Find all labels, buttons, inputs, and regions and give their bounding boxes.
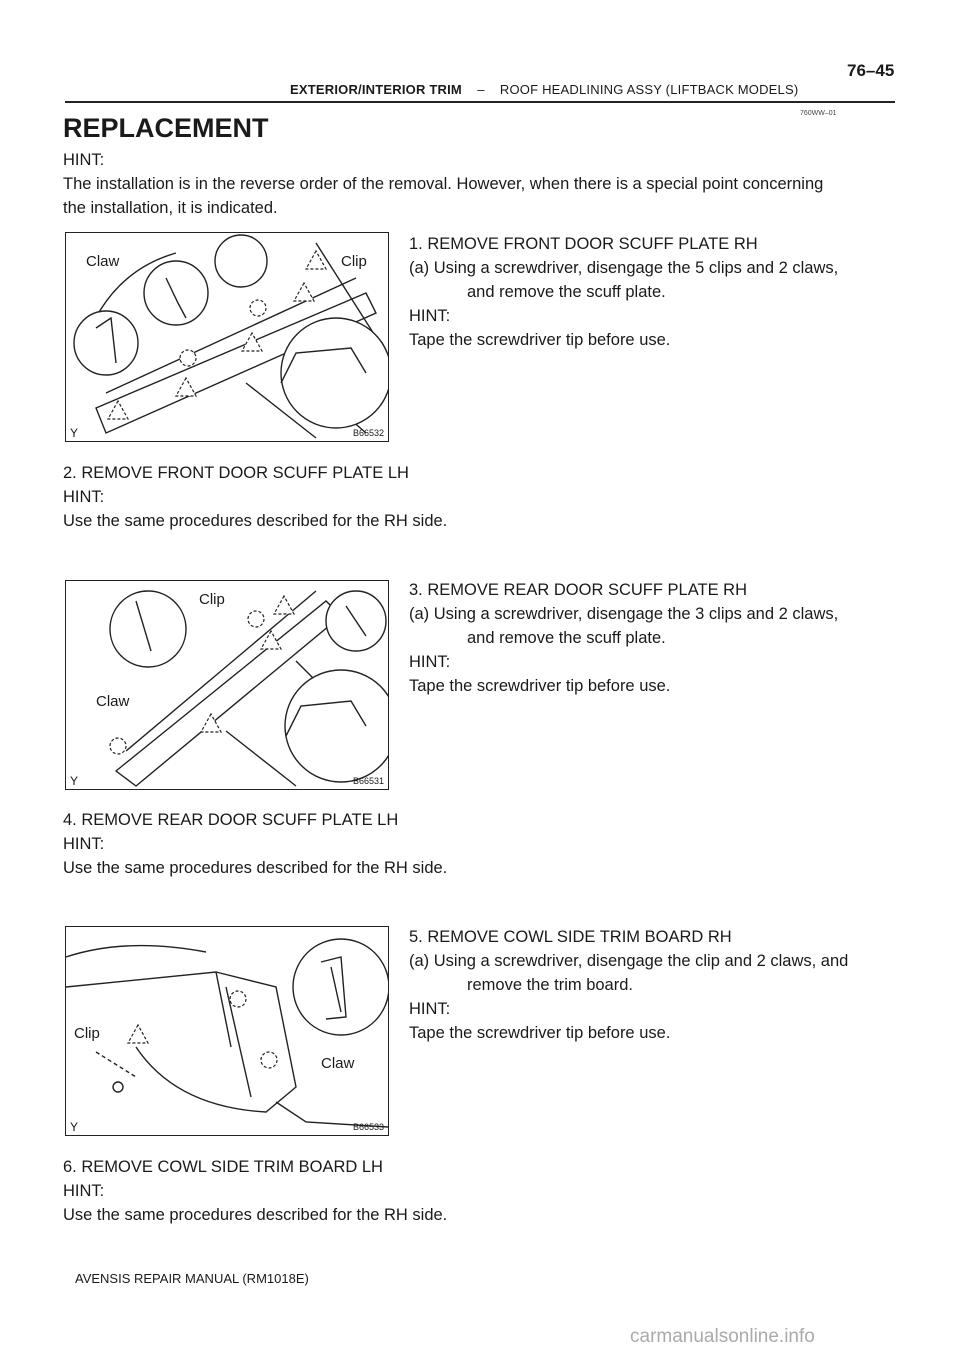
- footer-manual-title: AVENSIS REPAIR MANUAL (RM1018E): [75, 1271, 309, 1286]
- step-4-hint-text: Use the same procedures described for the RH side.: [63, 859, 448, 877]
- step-6-title: 6. REMOVE COWL SIDE TRIM BOARD LH: [63, 1158, 383, 1176]
- section-dash: –: [477, 82, 485, 97]
- callout-clip: Clip: [341, 253, 367, 270]
- figure-y-mark: Y: [70, 774, 79, 788]
- step-5-hint-text: Tape the screwdriver tip before use.: [409, 1024, 671, 1042]
- callout-claw: Claw: [96, 693, 130, 710]
- step-6-hint-label: HINT:: [63, 1182, 105, 1200]
- step-5-title: 5. REMOVE COWL SIDE TRIM BOARD RH: [409, 928, 732, 946]
- figure-id: B66533: [352, 1122, 384, 1132]
- step-1-title: 1. REMOVE FRONT DOOR SCUFF PLATE RH: [409, 235, 758, 253]
- callout-claw: Claw: [86, 253, 120, 270]
- intro-hint-label: HINT:: [63, 151, 105, 169]
- page-number: 76–45: [847, 61, 895, 80]
- callout-clip: Clip: [199, 591, 225, 608]
- section-header: [290, 82, 798, 97]
- doc-code: 760WW–01: [800, 110, 837, 117]
- step-1a-line-1: (a) Using a screwdriver, disengage the 5 clips and 2 claws,: [409, 259, 839, 277]
- step-3a-line-1: (a) Using a screwdriver, disengage the 3 clips and 2 claws,: [409, 605, 839, 623]
- header-divider: [65, 101, 895, 103]
- figure-cowl-side-trim: [65, 926, 389, 1136]
- step-4-hint-label: HINT:: [63, 835, 105, 853]
- figure-id: B66532: [352, 428, 384, 438]
- rear-scuff-plate-illustration: [66, 581, 388, 789]
- page-title: REPLACEMENT: [63, 113, 269, 143]
- step-3-title: 3. REMOVE REAR DOOR SCUFF PLATE RH: [409, 581, 747, 599]
- step-5a-line-1: (a) Using a screwdriver, disengage the clip and 2 claws, and: [409, 952, 849, 970]
- section-subtitle: ROOF HEADLINING ASSY (LIFTBACK MODELS): [499, 82, 799, 97]
- figure-id: B66531: [352, 776, 384, 786]
- callout-claw: Claw: [321, 1055, 355, 1072]
- step-3-hint-label: HINT:: [409, 653, 451, 671]
- step-1a-line-2: and remove the scuff plate.: [467, 283, 666, 301]
- figure-front-scuff-plate: [65, 232, 389, 442]
- figure-y-mark: Y: [70, 1120, 79, 1134]
- step-5-hint-label: HINT:: [409, 1000, 451, 1018]
- step-1-hint-text: Tape the screwdriver tip before use.: [409, 331, 671, 349]
- step-2-hint-label: HINT:: [63, 488, 105, 506]
- callout-clip: Clip: [74, 1025, 100, 1042]
- figure-y-mark: Y: [70, 426, 79, 440]
- intro-line-2: the installation, it is indicated.: [63, 199, 278, 217]
- step-4-title: 4. REMOVE REAR DOOR SCUFF PLATE LH: [63, 811, 399, 829]
- watermark[interactable]: carmanualsonline.info: [630, 1326, 815, 1347]
- figure-rear-scuff-plate: [65, 580, 389, 790]
- step-6-hint-text: Use the same procedures described for the RH side.: [63, 1206, 448, 1224]
- intro-line-1: The installation is in the reverse order of the removal. However, when there is a special point concerning: [63, 175, 824, 193]
- step-3a-line-2: and remove the scuff plate.: [467, 629, 666, 647]
- step-2-title: 2. REMOVE FRONT DOOR SCUFF PLATE LH: [63, 464, 409, 482]
- section-title: EXTERIOR/INTERIOR TRIM: [290, 82, 462, 97]
- step-1-hint-label: HINT:: [409, 307, 451, 325]
- step-2-hint-text: Use the same procedures described for the RH side.: [63, 512, 448, 530]
- cowl-trim-illustration: [66, 927, 388, 1135]
- step-3-hint-text: Tape the screwdriver tip before use.: [409, 677, 671, 695]
- step-5a-line-2: remove the trim board.: [467, 976, 633, 994]
